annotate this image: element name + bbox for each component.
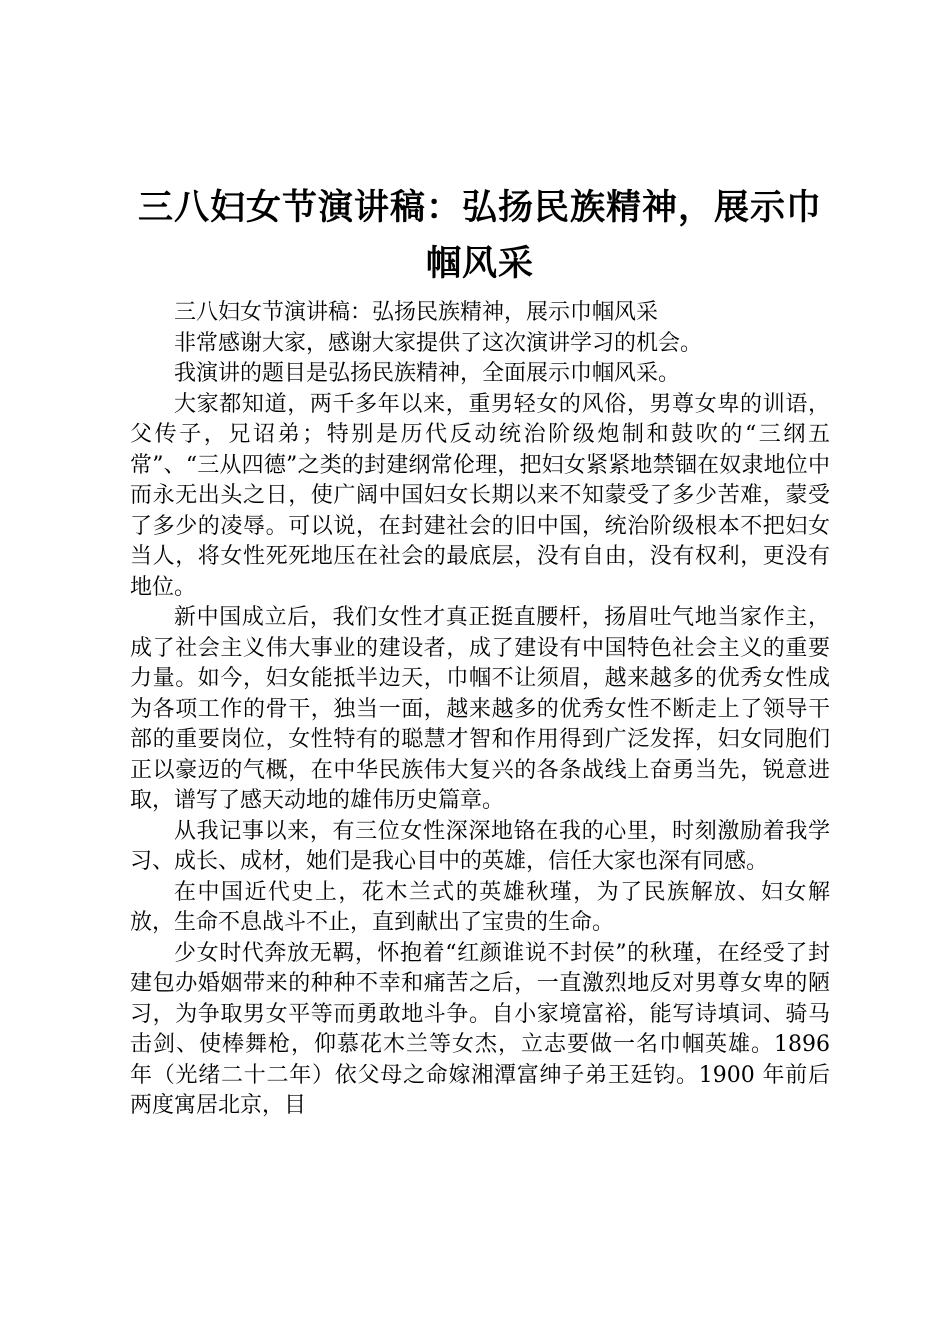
document-title: 三八妇女节演讲稿：弘扬民族精神，展示巾帼风采 [137,188,822,284]
paragraph-topic: 我演讲的题目是弘扬民族精神，全面展示巾帼风采。 [174,361,681,386]
paragraph-qiujin-intro: 在中国近代史上，花木兰式的英雄秋瑾，为了民族解放、妇女解放，生命不息战斗不止，直到献出了宝贵的生命。 [130,879,830,935]
paragraph-three-women: 从我记事以来，有三位女性深深地铬在我的心里，时刻激励着我学习、成长、成材，她们是我心目中的英雄，信任大家也深有同感。 [130,818,830,874]
paragraph-history: 大家都知道，两千多年以来，重男轻女的风俗，男尊女卑的训语，父传子，兄诏弟；特别是历代反动统治阶级炮制和鼓吹的“三纲五常”、“三从四德”之类的封建纲常伦理，把妇女紧紧地禁锢在奴隶地位中而永无出头之日，使广阔中国妇女长期以来不知蒙受了多少苦难，蒙受了多少的凌辱。可以说，在封建社会的旧中国，统治阶级根本不把妇女当人，将女性死死地压在社会的最底层，没有自由，没有权利，更没有地位。 [130,391,830,600]
document-body [130,298,830,1122]
paragraph-new-china: 新中国成立后，我们女性才真正挺直腰杆，扬眉吐气地当家作主，成了社会主义伟大事业的建设者，成了建设有中国特色社会主义的重要力量。如今，妇女能抵半边天，巾帼不让须眉，越来越多的优秀女性成为各项工作的骨干，独当一面，越来越多的优秀女性不断走上了领导干部的重要岗位，女性特有的聪慧才智和作用得到广泛发挥，妇女同胞们正以豪迈的气概，在中华民族伟大复兴的各条战线上奋勇当先，锐意进取，谱写了感天动地的雄伟历史篇章。 [130,605,830,813]
document-page [130,180,830,1122]
paragraph-subtitle: 三八妇女节演讲稿：弘扬民族精神，展示巾帼风采 [174,300,659,325]
paragraph-thanks: 非常感谢大家，感谢大家提供了这次演讲学习的机会。 [174,330,703,356]
paragraph-qiujin-life: 少女时代奔放无羁，怀抱着“红颜谁说不封侯”的秋瑾，在经受了封建包办婚姻带来的种种不幸和痛苦之后，一直激烈地反对男尊女卑的陋习，为争取男女平等而勇敢地斗争。自小家境富裕，能写诗填词、骑马击剑、使棒舞枪，仰慕花木兰等女杰，立志要做一名巾帼英雄。1896 年（光绪二十二年）依父母之命嫁湘潭富绅子弟王廷钧。1900 年前后两度寓居北京，目 [130,940,830,1118]
